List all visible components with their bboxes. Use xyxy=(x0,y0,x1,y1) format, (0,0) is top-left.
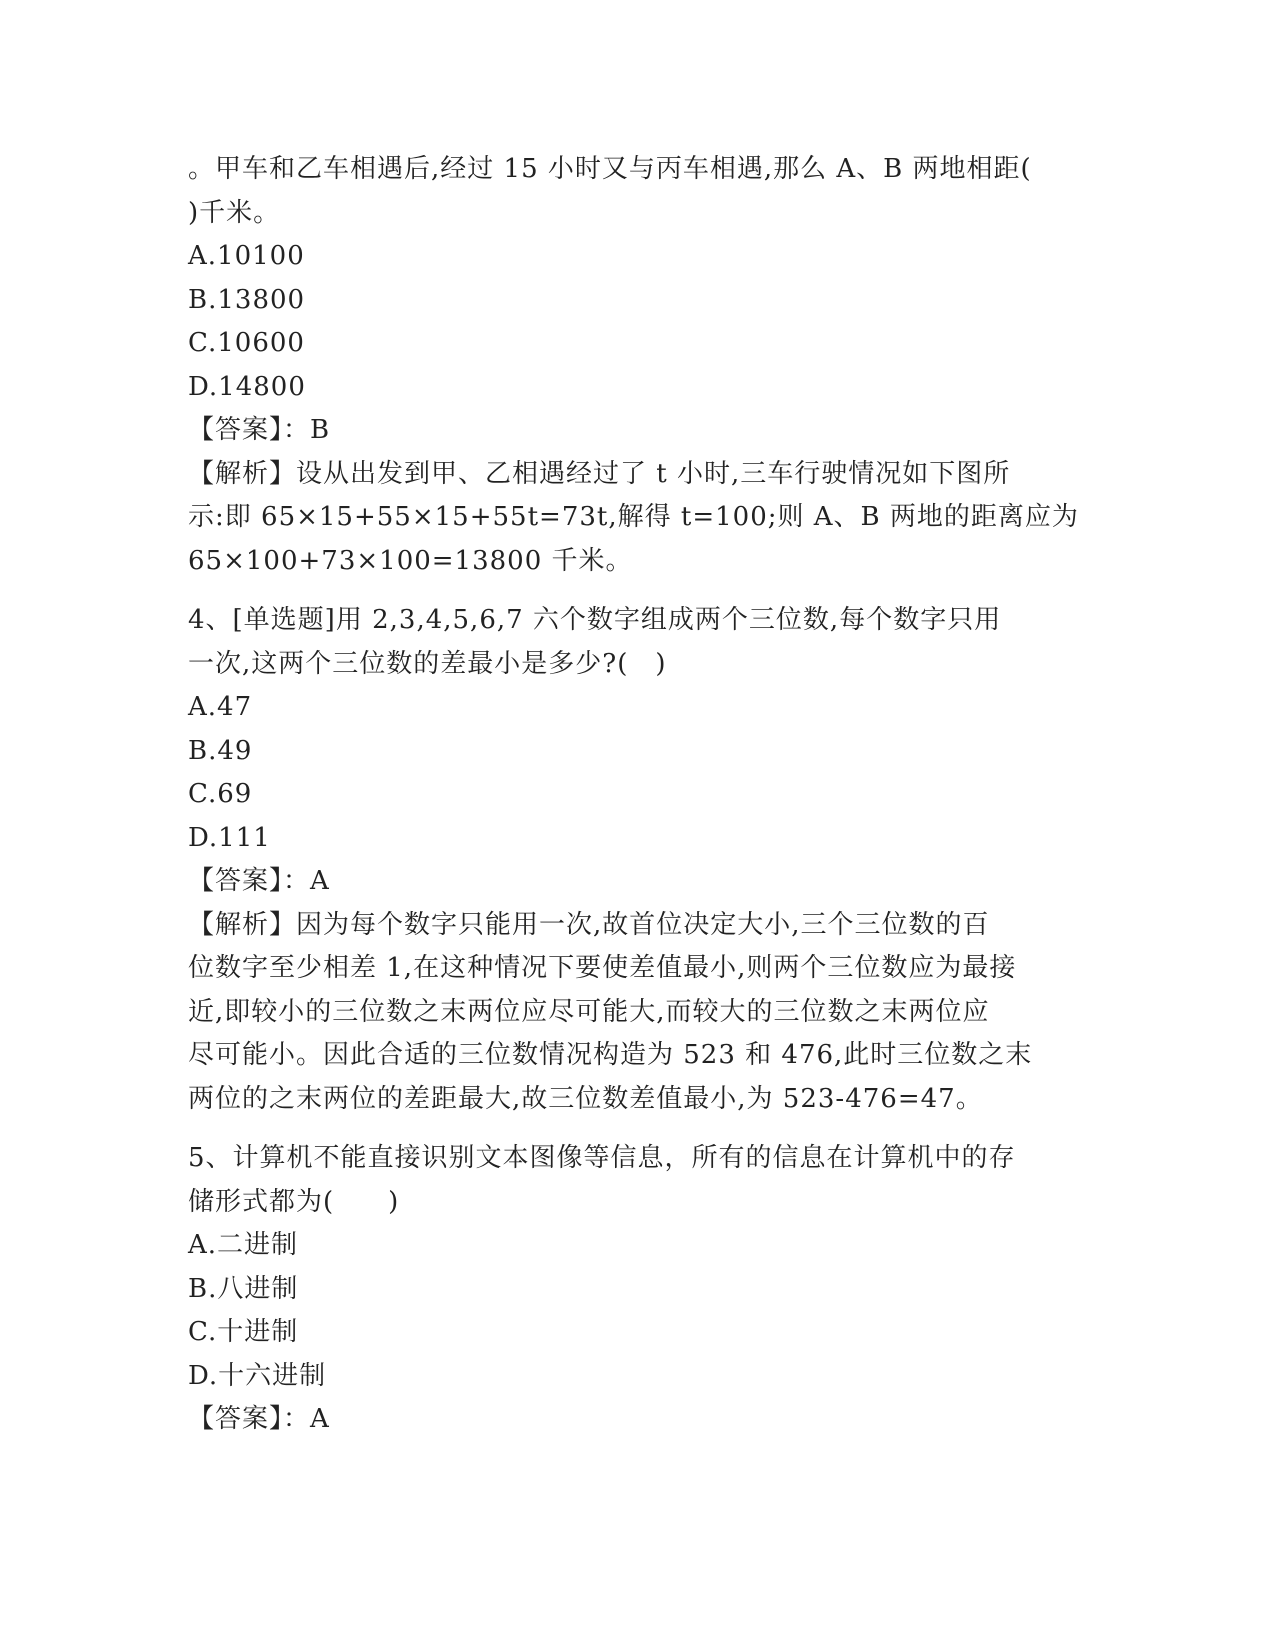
option-c: C.69 xyxy=(188,779,253,809)
question-stem-line: 5、计算机不能直接识别文本图像等信息，所有的信息在计算机中的存 xyxy=(188,1143,1016,1173)
analysis-line: 【解析】设从出发到甲、乙相遇经过了 t 小时,三车行驶情况如下图所 xyxy=(188,458,1011,489)
answer-line: 【答案】：A xyxy=(188,1404,330,1434)
analysis-line: 尽可能小。因此合适的三位数情况构造为 523 和 476,此时三位数之末 xyxy=(188,1040,1033,1070)
option-b: B.八进制 xyxy=(188,1273,299,1304)
analysis-line: 【解析】因为每个数字只能用一次,故首位决定大小,三个三位数的百 xyxy=(188,909,990,940)
answer-line: 【答案】：B xyxy=(188,415,331,445)
question-gap xyxy=(188,1121,1088,1137)
option-a: A.47 xyxy=(188,692,253,722)
option-b: B.13800 xyxy=(188,284,306,315)
question-3 xyxy=(188,148,1088,583)
document-page xyxy=(188,148,1088,1442)
question-stem-line: 4、[单选题]用 2,3,4,5,6,7 六个数字组成两个三位数,每个数字只用 xyxy=(188,605,1002,635)
analysis-line: 65×100+73×100=13800 千米。 xyxy=(188,545,633,576)
question-stem-line: 。甲车和乙车相遇后,经过 15 小时又与丙车相遇,那么 A、B 两地相距( xyxy=(188,154,1032,184)
analysis-line: 位数字至少相差 1,在这种情况下要使差值最小,则两个三位数应为最接 xyxy=(188,953,1017,983)
option-a: A.10100 xyxy=(188,241,305,271)
option-d: D.14800 xyxy=(188,371,306,402)
question-stem-line: 储形式都为( ) xyxy=(188,1186,400,1217)
analysis-line: 示:即 65×15+55×15+55t=73t,解得 t=100;则 A、B 两地的距离应为 xyxy=(188,502,1079,532)
option-a: A.二进制 xyxy=(188,1230,299,1260)
question-4 xyxy=(188,599,1088,1121)
answer-line: 【答案】：A xyxy=(188,866,330,896)
option-c: C.10600 xyxy=(188,328,305,358)
question-gap xyxy=(188,583,1088,599)
option-d: D.111 xyxy=(188,822,271,853)
option-b: B.49 xyxy=(188,735,253,766)
question-stem-line: 一次,这两个三位数的差最小是多少?( ) xyxy=(188,648,667,679)
analysis-line: 近,即较小的三位数之末两位应尽可能大,而较大的三位数之末两位应 xyxy=(188,996,990,1027)
question-stem-line: )千米。 xyxy=(188,197,281,228)
option-c: C.十进制 xyxy=(188,1317,299,1347)
option-d: D.十六进制 xyxy=(188,1360,327,1391)
question-5 xyxy=(188,1137,1088,1442)
analysis-line: 两位的之末两位的差距最大,故三位数差值最小,为 523-476=47。 xyxy=(188,1083,983,1114)
